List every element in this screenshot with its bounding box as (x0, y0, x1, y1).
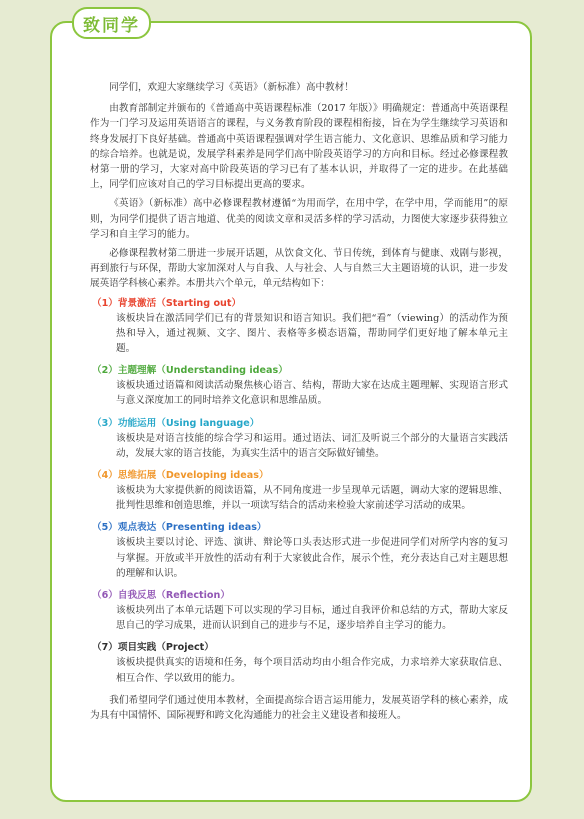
section-title: 功能运用（Using language） (117, 417, 260, 429)
letter-content (90, 80, 508, 723)
section-item (90, 520, 508, 581)
section-item (90, 363, 508, 408)
section-heading (92, 416, 508, 431)
section-body: 该板块通过语篇和阅读活动聚焦核心语言、结构，帮助大家在达成主题理解、实现语言形式与意义深度加工的同时培养文化意识和思维品质。 (116, 380, 508, 407)
section-number: （2） (92, 365, 118, 377)
section-body: 该板块是对语言技能的综合学习和运用。通过语法、词汇及听说三个部分的大量语言实践活动，发展大家的语言技能，为真实生活中的语言交际做好铺垫。 (116, 432, 508, 459)
section-title: 主题理解（Understanding ideas） (117, 365, 288, 377)
section-item (90, 640, 508, 685)
closing-paragraph: 我们希望同学们通过使用本教材，全面提高综合语言运用能力，发展英语学科的核心素养，成为具有中国情怀、国际视野和跨文化沟通能力的社会主义建设者和接班人。 (90, 694, 508, 722)
intro-paragraph-1: 由教育部制定并颁布的《普通高中英语课程标准（2017 年版）》明确规定：普通高中英语课程作为一门学习及运用英语语言的课程，与义务教育阶段的课程相衔接，旨在为学生继续学习英语和终身发展打下良好基础。普通高中英语课程强调对学生语言能力、文化意识、思维品质和学习能力的综合培养。也就是说，发展学科素养是同学们高中阶段英语学习的方向和目标。经过必修课程教材第一册的学习，大家对高中阶段英语的学习已有了基本认识，并取得了一定的进步。在此基础上，同学们应该对自己的学习目标提出更高的要求。 (90, 103, 508, 191)
section-body: 该板块列出了本单元话题下可以实现的学习目标，通过自我评价和总结的方式，帮助大家反思自己的学习成果，进而认识到自己的进步与不足，逐步培养自主学习的能力。 (116, 605, 508, 632)
section-number: （7） (92, 642, 118, 654)
greeting-paragraph: 同学们，欢迎大家继续学习《英语》（新标准）高中教材！ (109, 82, 354, 93)
section-number: （3） (92, 417, 118, 429)
section-number: （4） (92, 470, 118, 482)
section-body: 该板块提供真实的语境和任务，每个项目活动均由小组合作完成，力求培养大家获取信息、相互合作、学以致用的能力。 (116, 657, 508, 684)
section-body: 该板块为大家提供新的阅读语篇，从不同角度进一步呈现单元话题，调动大家的逻辑思维、批判性思维和创造思维，并以一项读写结合的活动来检验大家前述学习活动的成果。 (116, 485, 508, 512)
unit-structure-list (90, 296, 508, 686)
section-heading (92, 468, 508, 483)
section-item (90, 588, 508, 633)
section-title: 观点表达（Presenting ideas） (117, 522, 267, 534)
section-title: 自我反思（Reflection） (117, 590, 230, 602)
section-number: （6） (92, 590, 118, 602)
section-number: （5） (92, 522, 118, 534)
section-body: 该板块旨在激活同学们已有的背景知识和语言知识。我们把“看”（viewing）的活动作为预热和导入，通过视频、文字、图片、表格等多模态语篇，帮助同学们更好地了解本单元主题。 (116, 312, 508, 355)
section-number: （1） (92, 297, 118, 309)
section-heading (92, 640, 508, 655)
section-title: 思维拓展（Developing ideas） (117, 470, 269, 482)
section-body: 该板块主要以讨论、评选、演讲、辩论等口头表达形式进一步促进同学们对所学内容的复习与掌握。开放或半开放性的活动有利于大家彼此合作，展示个性，充分表达自己对主题思想的理解和认识。 (116, 537, 508, 579)
intro-paragraph-3: 必修课程教材第二册进一步展开话题，从饮食文化、节日传统，到体育与健康、戏剧与影视，再到旅行与环保，帮助大家加深对人与自我、人与社会、人与自然三大主题语境的认识，进一步发展英语学科核心素养。本册共六个单元，单元结构如下： (90, 248, 508, 290)
section-title: 项目实践（Project） (117, 642, 214, 654)
section-heading (92, 588, 508, 603)
section-item (90, 468, 508, 513)
section-item (90, 416, 508, 461)
section-title: 背景激活（Starting out） (117, 297, 242, 309)
section-heading (92, 296, 508, 311)
title-badge (72, 7, 151, 39)
section-heading (92, 520, 508, 535)
section-item (90, 296, 508, 357)
intro-paragraph-2: 《英语》（新标准）高中必修课程教材遵循“为用而学，在用中学，在学中用，学而能用”的原则，为同学们提供了语言地道、优美的阅读文章和灵活多样的学习活动，力图使大家逐步获得独立学习和自主学习的能力。 (90, 198, 508, 240)
section-heading (92, 363, 508, 378)
page-title: 致同学 (83, 15, 140, 36)
